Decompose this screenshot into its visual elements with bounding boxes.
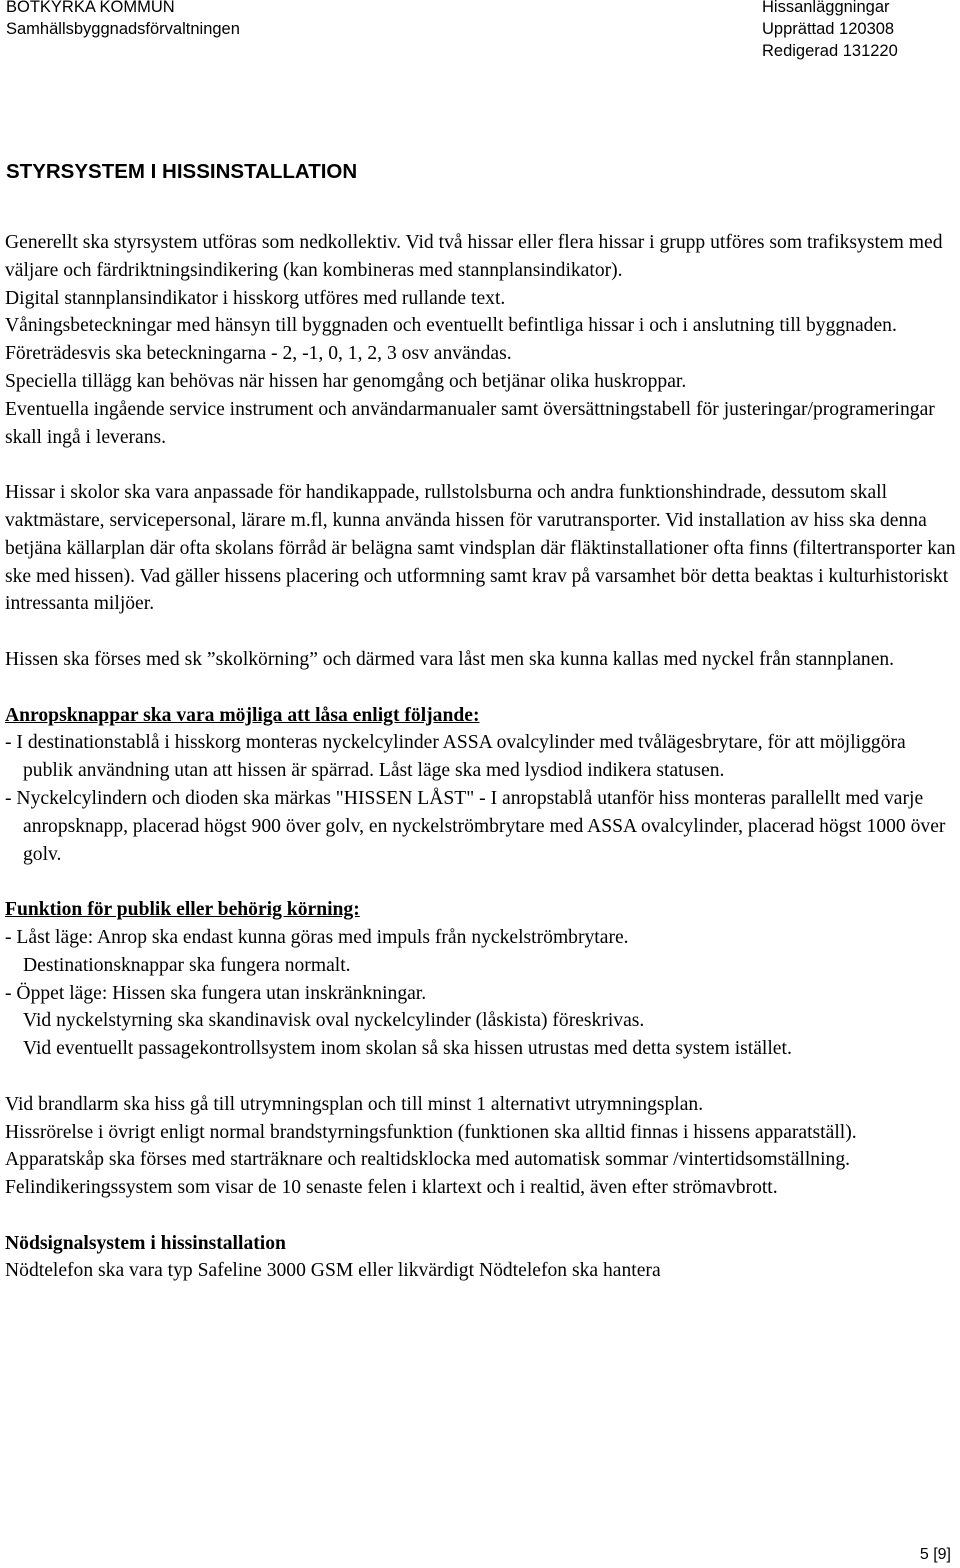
intro-paragraph-1: Generellt ska styrsystem utföras som nedkollektiv. Vid två hissar eller flera hissar i grupp utföres som trafiksystem med väljare och färdriktningsindikering (kan kombineras med stannplansindikator).: [5, 232, 943, 281]
fire-paragraph-1: Vid brandlarm ska hiss gå till utrymningsplan och till minst 1 alternativt utrymningsplan.: [5, 1093, 704, 1115]
emergency-heading: Nödsignalsystem i hissinstallation: [5, 1232, 286, 1254]
call-buttons-heading: Anropsknappar ska vara möjliga att låsa enligt följande:: [5, 704, 480, 726]
call-buttons-item-1: - I destinationstablå i hisskorg monteras nyckelcylinder ASSA ovalcylinder med tvålägesbrytare, för att möjliggöra publik användning utan att hissen är spärrad. Låst läge ska med lysdiod indikera statusen.: [5, 732, 906, 782]
emergency-text: Nödtelefon ska vara typ Safeline 3000 GSM eller likvärdigt Nödtelefon ska hantera: [5, 1260, 661, 1282]
fire-paragraph-4: Felindikeringssystem som visar de 10 senaste felen i klartext och i realtid, även efter strömavbrott.: [5, 1177, 778, 1199]
document-title: Hissanläggningar: [762, 0, 890, 16]
schools-paragraph: Hissar i skolor ska vara anpassade för handikappade, rullstolsburna och andra funktionshindrade, dessutom skall vaktmästare, servicepersonal, lärare m.fl, kunna använda hissen för varutransporter. Vid installation av hiss ska denna betjäna källarplan där ofta skolans förråd är belägna samt vindsplan där fläktinstallationer ofta finns (filtertransporter kan ske med hissen). Vad gäller hissens placering och utformning samt krav på varsamhet bör detta beaktas i kulturhistoriskt intressanta miljöer.: [5, 482, 956, 615]
intro-paragraph-2: Digital stannplansindikator i hisskorg utföres med rullande text.: [5, 287, 506, 309]
fire-paragraph-3: Apparatskåp ska förses med starträknare och realtidsklocka med automatisk sommar /vintertidsomställning.: [5, 1149, 851, 1171]
department-name: Samhällsbyggnadsförvaltningen: [6, 20, 240, 38]
intro-paragraph-4: Speciella tillägg kan behövas när hissen har genomgång och betjänar olika huskroppar.: [5, 370, 687, 392]
function-locked-cont: Destinationsknappar ska fungera normalt.: [23, 954, 351, 976]
page-number: 5 [9]: [919, 1546, 951, 1563]
document-body: [5, 229, 957, 1285]
edited-date: Redigerad 131220: [762, 42, 898, 60]
intro-paragraph-3: Våningsbeteckningar med hänsyn till byggnaden och eventuellt befintliga hissar i och i anslutning till byggnaden. Företrädesvis ska beteckningarna - 2, -1, 0, 1, 2, 3 osv användas.: [5, 315, 897, 365]
created-date: Upprättad 120308: [762, 20, 895, 38]
page-title: STYRSYSTEM I HISSINSTALLATION: [6, 160, 358, 183]
fire-paragraph-2: Hissrörelse i övrigt enligt normal brandstyrningsfunktion (funktionen ska alltid finnas i hissens apparatställ).: [5, 1121, 857, 1143]
function-open-cont-1: Vid nyckelstyrning ska skandinavisk oval nyckelcylinder (låskista) föreskrivas.: [23, 1010, 645, 1032]
function-locked: - Låst läge: Anrop ska endast kunna göras med impuls från nyckelströmbrytare.: [5, 926, 629, 948]
org-name: BOTKYRKA KOMMUN: [6, 0, 175, 16]
function-open-cont-2: Vid eventuellt passagekontrollsystem inom skolan så ska hissen utrustas med detta system istället.: [23, 1038, 792, 1060]
function-heading: Funktion för publik eller behörig körning:: [5, 899, 360, 921]
school-mode-paragraph: Hissen ska förses med sk ”skolkörning” och därmed vara låst men ska kunna kallas med nyckel från stannplanen.: [5, 648, 895, 670]
function-open: - Öppet läge: Hissen ska fungera utan inskränkningar.: [5, 982, 427, 1004]
intro-paragraph-5: Eventuella ingående service instrument och användarmanualer samt översättningstabell för justeringar/programeringar skall ingå i leverans.: [5, 398, 935, 448]
call-buttons-item-2: - Nyckelcylindern och dioden ska märkas "HISSEN LÅST" - I anropstablå utanför hiss monteras parallellt med varje anropsknapp, placerad högst 900 över golv, en nyckelströmbrytare med ASSA ovalcylinder, placerad högst 1000 över golv.: [5, 787, 946, 865]
